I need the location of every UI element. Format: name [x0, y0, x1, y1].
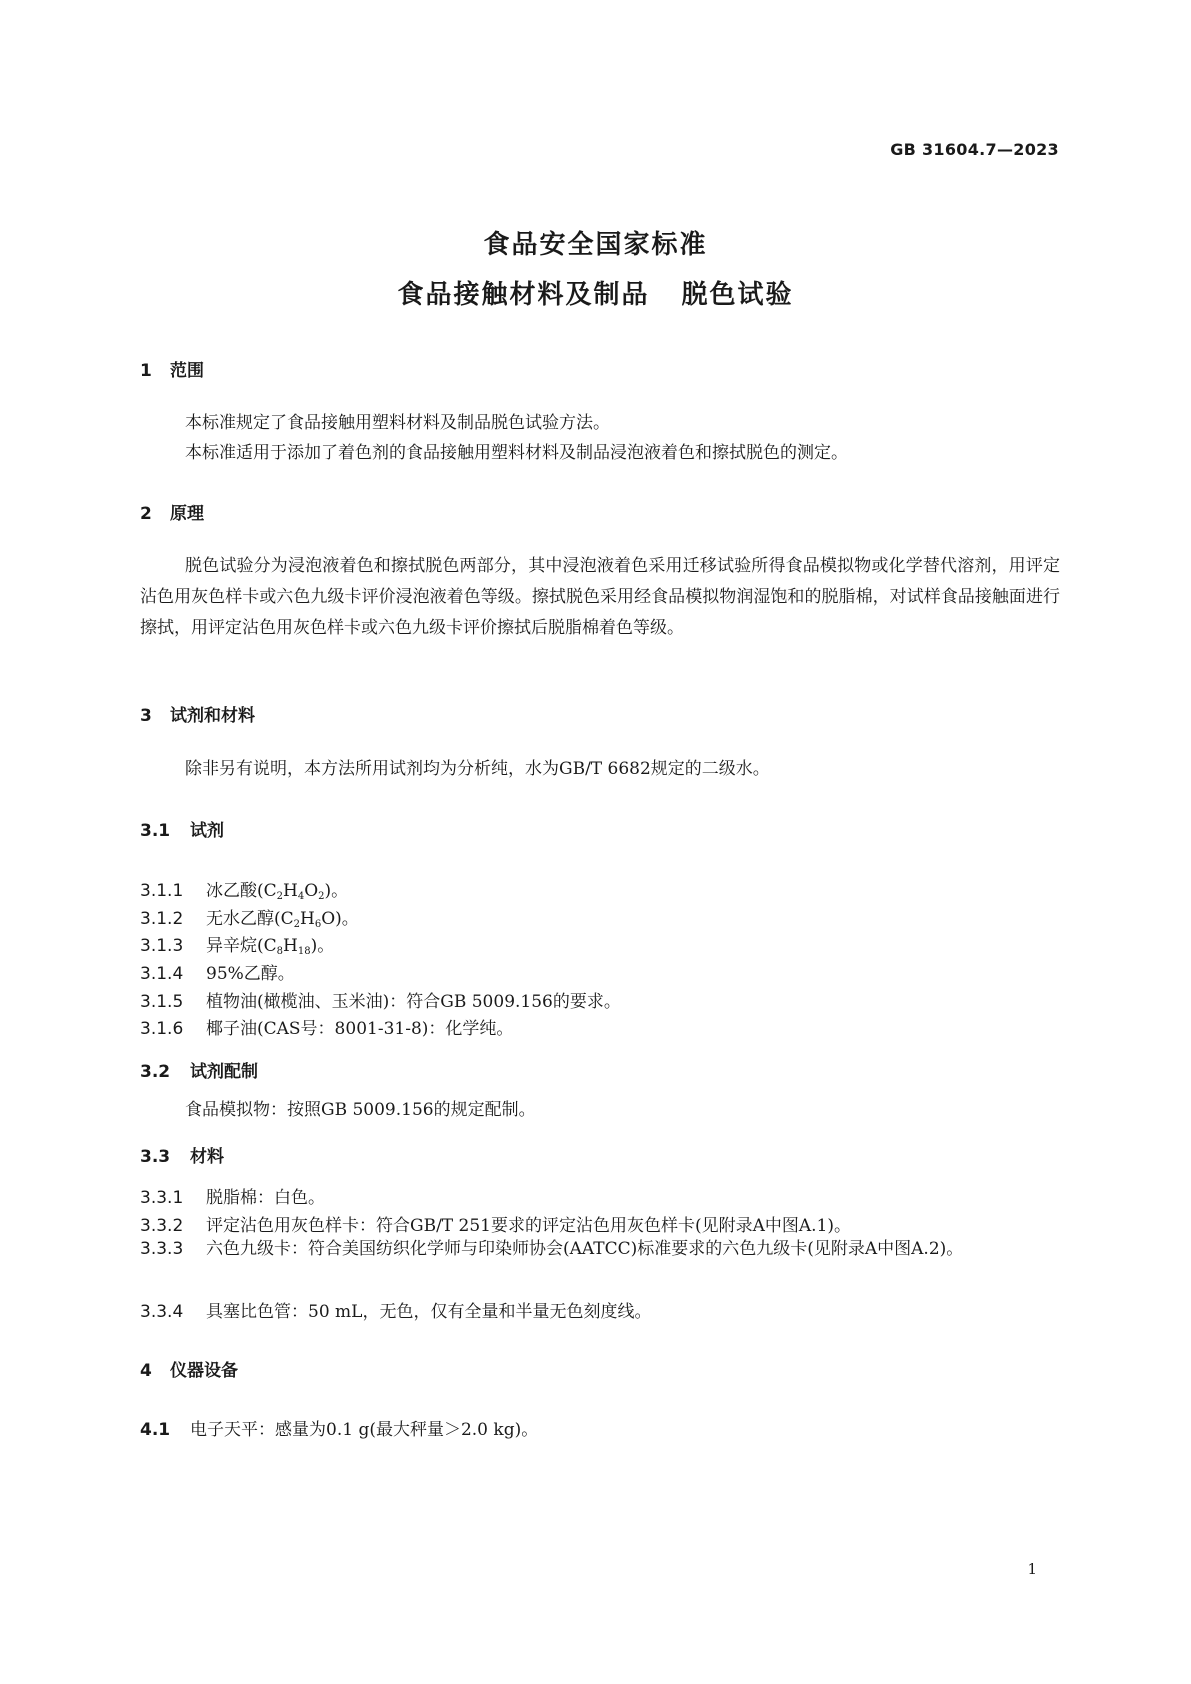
item-number: 3.1.1	[140, 881, 184, 901]
item-number: 3.3.4	[140, 1302, 184, 1322]
list-item-3-1-5	[140, 987, 621, 1012]
subscript: 18	[297, 946, 311, 957]
item-number: 3.3.1	[140, 1188, 184, 1208]
title-line1: 食品安全国家标准	[483, 230, 708, 260]
item-text: 六色九级卡：符合美国纺织化学师与印染师协会(AATCC)标准要求的六色九级卡(见附录A中图A.2)。	[206, 1239, 964, 1259]
item-text: 脱脂棉：白色。	[206, 1188, 325, 1208]
item-text: H	[283, 881, 298, 901]
section-4-heading	[140, 1356, 238, 1381]
subscript: 4	[297, 891, 305, 902]
subsection-number: 3.3	[140, 1147, 171, 1167]
item-text: )。	[310, 936, 335, 956]
section-title: 范围	[170, 361, 204, 381]
list-item-3-1-2	[140, 904, 359, 930]
item-text: 异辛烷(C	[206, 936, 277, 956]
section-2-paragraph: 脱色试验分为浸泡液着色和擦拭脱色两部分，其中浸泡液着色采用迁移试验所得食品模拟物或化学替代溶剂，用评定沾色用灰色样卡或六色九级卡评价浸泡液着色等级。擦拭脱色采用经食品模拟物润湿饱和的脱脂棉，对试样食品接触面进行擦拭，用评定沾色用灰色样卡或六色九级卡评价擦拭后脱脂棉着色等级。	[140, 556, 1060, 638]
item-text: 具塞比色管：50 mL，无色，仅有全量和半量无色刻度线。	[206, 1302, 652, 1322]
item-text: O)。	[321, 909, 359, 929]
section-2-heading	[140, 499, 204, 524]
subscript: 6	[314, 919, 322, 930]
item-text: O	[304, 881, 319, 901]
list-item-3-3-2	[140, 1211, 851, 1236]
subsection-3-2-paragraph: 食品模拟物：按照GB 5009.156的规定配制。	[185, 1100, 536, 1120]
page-number: 1	[1027, 1560, 1037, 1578]
section-number: 2	[140, 504, 152, 524]
subscript: 2	[293, 919, 301, 930]
item-number: 3.1.6	[140, 1019, 184, 1039]
list-item-3-1-3	[140, 931, 334, 957]
subsection-3-3-heading	[140, 1142, 224, 1167]
subsection-title: 材料	[190, 1147, 224, 1167]
item-text: 冰乙酸(C	[206, 881, 277, 901]
list-item-3-1-4	[140, 959, 295, 984]
section-title: 试剂和材料	[170, 706, 255, 726]
subsection-4-1	[140, 1415, 538, 1440]
item-text: H	[300, 909, 315, 929]
section-3-paragraph: 除非另有说明，本方法所用试剂均为分析纯，水为GB/T 6682规定的二级水。	[185, 759, 770, 779]
list-item-3-3-3	[140, 1234, 1060, 1265]
section-1-paragraph-1: 本标准规定了食品接触用塑料材料及制品脱色试验方法。	[185, 413, 610, 433]
list-item-3-1-1	[140, 876, 348, 902]
item-number: 3.3.3	[140, 1239, 184, 1259]
item-number: 3.1.2	[140, 909, 184, 929]
list-item-3-1-6	[140, 1014, 513, 1039]
section-title: 原理	[170, 504, 204, 524]
subsection-number: 4.1	[140, 1420, 171, 1440]
item-text: 评定沾色用灰色样卡：符合GB/T 251要求的评定沾色用灰色样卡(见附录A中图A.1)。	[206, 1216, 852, 1236]
section-title: 仪器设备	[170, 1361, 238, 1381]
section-number: 1	[140, 361, 152, 381]
section-3-heading	[140, 701, 255, 726]
title-line2-part1: 食品接触材料及制品	[397, 280, 650, 310]
item-text: 椰子油(CAS号：8001-31-8)：化学纯。	[206, 1019, 514, 1039]
subsection-number: 3.2	[140, 1062, 171, 1082]
section-number: 4	[140, 1361, 152, 1381]
standard-code: GB 31604.7—2023	[890, 140, 1059, 159]
item-text: )。	[324, 881, 349, 901]
section-number: 3	[140, 706, 152, 726]
subsection-title: 试剂配制	[190, 1062, 258, 1082]
subsection-number: 3.1	[140, 821, 171, 841]
subscript: 2	[276, 891, 284, 902]
subsection-title: 试剂	[190, 821, 224, 841]
item-text: 95%乙醇。	[206, 964, 295, 984]
section-1-paragraph-2: 本标准适用于添加了着色剂的食品接触用塑料材料及制品浸泡液着色和擦拭脱色的测定。	[185, 443, 848, 463]
subscript: 8	[276, 946, 284, 957]
section-1-heading	[140, 356, 204, 381]
item-number: 3.3.2	[140, 1216, 184, 1236]
item-text: H	[283, 936, 298, 956]
item-text: 植物油(橄榄油、玉米油)：符合GB 5009.156的要求。	[206, 992, 621, 1012]
subsection-3-1-heading	[140, 816, 224, 841]
item-number: 3.1.3	[140, 936, 184, 956]
subsection-3-2-heading	[140, 1057, 258, 1082]
subscript: 2	[318, 891, 325, 902]
item-number: 3.1.5	[140, 992, 184, 1012]
list-item-3-3-4	[140, 1297, 651, 1322]
item-text: 无水乙醇(C	[206, 909, 294, 929]
subsection-text: 电子天平：感量为0.1 g(最大秤量＞2.0 kg)。	[190, 1420, 539, 1440]
title-line2-part2: 脱色试验	[681, 280, 794, 310]
item-number: 3.1.4	[140, 964, 184, 984]
list-item-3-3-1	[140, 1183, 325, 1208]
title-line2	[0, 274, 1191, 311]
